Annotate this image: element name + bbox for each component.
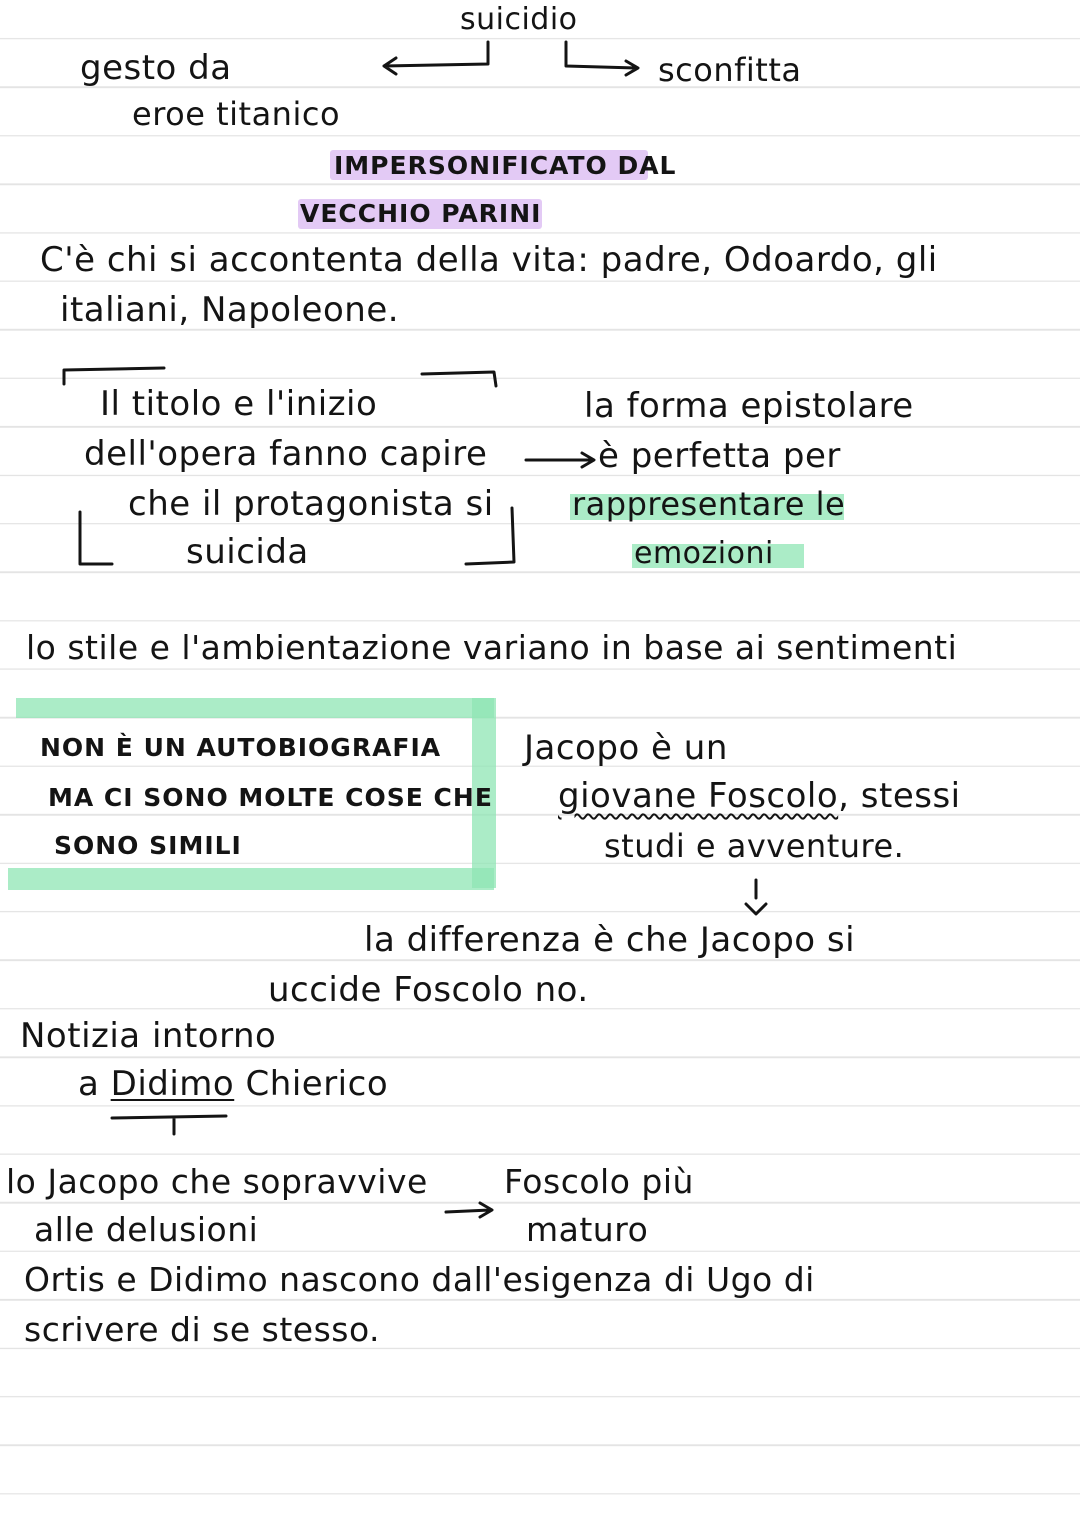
gesto-line2: eroe titanico xyxy=(132,95,341,133)
bracket-top-right xyxy=(422,372,496,386)
notizia-chierico: Chierico xyxy=(234,1064,389,1104)
impersonificato-line1: IMPERSONIFICATO DAL xyxy=(334,151,677,180)
ortis-line1: Ortis e Didimo nascono dall'esigenza di Ugo di xyxy=(24,1260,815,1299)
autobiography-line1: NON È UN AUTOBIOGRAFIA xyxy=(40,733,442,762)
ortis-line2: scrivere di se stesso. xyxy=(24,1310,381,1349)
title-block-line4: suicida xyxy=(186,532,309,572)
arrow-to-sconfitta xyxy=(566,42,638,75)
arrow-to-mature xyxy=(446,1203,492,1217)
contrast-line2: italiani, Napoleone. xyxy=(60,290,400,330)
jacopo-line3: studi e avventure. xyxy=(604,827,905,865)
sconfitta-label: sconfitta xyxy=(658,51,802,89)
didimo-underlined: Didimo xyxy=(110,1064,235,1104)
title-block-line2: dell'opera fanno capire xyxy=(84,434,488,474)
impersonificato-line2: VECCHIO PARINI xyxy=(300,199,542,228)
epistolary-line2: è perfetta per xyxy=(598,436,841,476)
arrow-to-epistolary xyxy=(526,453,594,467)
suicidio-label: suicidio xyxy=(460,2,578,37)
notizia-line1: Notizia intorno xyxy=(20,1016,277,1056)
difference-line2: uccide Foscolo no. xyxy=(268,970,589,1010)
bracket-bottom-right xyxy=(466,508,514,564)
epistolary-line4: emozioni xyxy=(634,536,774,571)
contrast-line1: C'è chi si accontenta della vita: padre, Odoardo, gli xyxy=(40,240,938,280)
gesto-line1: gesto da xyxy=(80,48,232,88)
survives-line2: alle delusioni xyxy=(34,1210,259,1249)
jacopo-line1: Jacopo è un xyxy=(524,728,728,768)
mature-line2: maturo xyxy=(526,1210,649,1249)
jacopo-line2-rest: , stessi xyxy=(838,776,961,816)
autobiography-line3: SONO SIMILI xyxy=(54,831,242,860)
epistolary-line1: la forma epistolare xyxy=(584,386,914,426)
survives-line1: lo Jacopo che sopravvive xyxy=(6,1162,428,1201)
bracket-top-left xyxy=(64,368,164,384)
tick-under-didimo xyxy=(112,1116,226,1134)
title-block-line3: che il protagonista si xyxy=(128,484,494,524)
epistolary-line3: rappresentare le xyxy=(572,485,846,523)
arrow-to-gesto xyxy=(384,42,488,74)
giovane-foscolo-underlined: giovane Foscolo xyxy=(558,776,839,816)
bracket-bottom-left xyxy=(80,512,112,564)
title-block-line1: Il titolo e l'inizio xyxy=(100,384,378,424)
arrow-down-difference xyxy=(746,880,766,914)
mature-line1: Foscolo più xyxy=(504,1162,694,1201)
style-sentence: lo stile e l'ambientazione variano in base ai sentimenti xyxy=(26,628,958,667)
autobiography-line2: MA CI SONO MOLTE COSE CHE xyxy=(48,783,493,812)
notizia-a: a xyxy=(78,1064,111,1104)
difference-line1: la differenza è che Jacopo si xyxy=(364,920,856,960)
